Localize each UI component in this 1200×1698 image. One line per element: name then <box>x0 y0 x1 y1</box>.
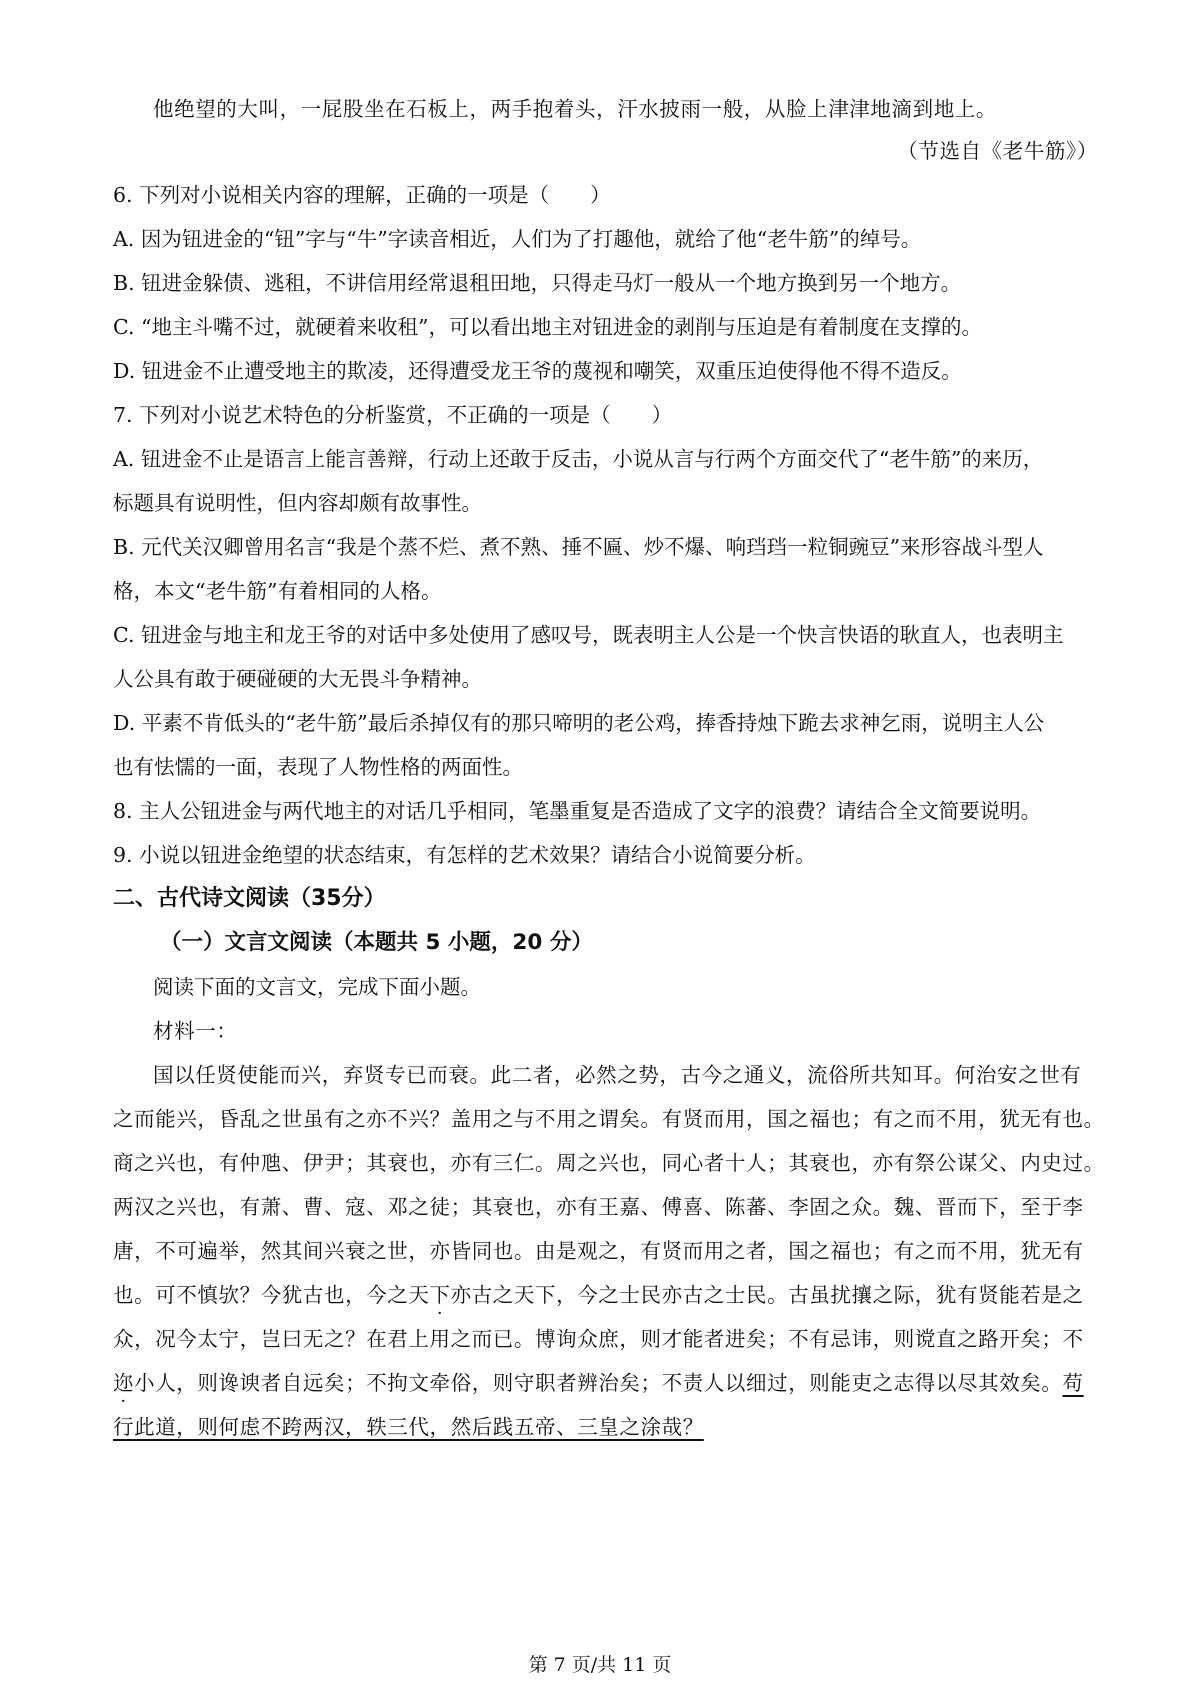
underlined-sentence: 行此道，则何虑不跨两汉，轶三代，然后践五帝、三皇之涂哉？ <box>113 1415 704 1439</box>
classical-text-line-6 <box>113 1280 1098 1310</box>
classical-text-line-3: 商之兴也，有仲虺、伊尹；其衰也，亦有三仁。周之兴也，同心者十人；其衰也，亦有祭公谋父、内史过。 <box>113 1151 1105 1175</box>
underlined-sentence-start: 苟 <box>1062 1371 1084 1395</box>
text-segment: 亦古之天下，今之士民亦古之士民。古虽扰攘之际，犹有贤能若是之 <box>450 1283 1084 1307</box>
reading-instruction: 阅读下面的文言文，完成下面小题。 <box>153 975 481 999</box>
classical-text-line-4: 两汉之兴也，有萧、曹、寇、邓之徒；其衰也，亦有王嘉、傅喜、陈蕃、李固之众。魏、晋而下，至于李 <box>113 1195 1084 1219</box>
question-7-option-c-line1: C. 钮进金与地主和龙王爷的对话中多处使用了感叹号，既表明主人公是一个快言快语的耿直人，也表明主 <box>113 623 1064 647</box>
classical-text-line-8 <box>113 1368 1098 1398</box>
question-7-stem: 7. 下列对小说艺术特色的分析鉴赏，不正确的一项是（ ） <box>113 403 673 427</box>
question-6-option-a: A. 因为钮进金的“钮”字与“牛”字读音相近，人们为了打趣他，就给了他“老牛筋”的绰号。 <box>113 227 922 251</box>
question-6-option-b: B. 钮进金躲债、逃租，不讲信用经常退租田地，只得走马灯一般从一个地方换到另一个地方。 <box>113 271 962 295</box>
classical-text-line-5: 唐，不可遍举，然其间兴衰之世，亦皆同也。由是观之，有贤而用之者，国之福也；有之而不用，犹无有 <box>113 1239 1084 1263</box>
dotted-character: 迩 <box>113 1371 135 1395</box>
material-label: 材料一： <box>153 1019 238 1043</box>
page-number-footer: 第 7 页/共 11 页 <box>528 1654 672 1676</box>
question-7-option-d-line2: 也有怯懦的一面，表现了人物性格的两面性。 <box>113 755 523 779</box>
question-8: 8. 主人公钮进金与两代地主的对话几乎相同，笔墨重复是否造成了文字的浪费？请结合全文简要说明。 <box>113 799 1042 823</box>
passage-last-line: 他绝望的大叫，一屁股坐在石板上，两手抱着头，汗水披雨一般，从脸上津津地滴到地上。 <box>153 97 997 121</box>
question-7-option-b-line2: 格，本文“老牛筋”有着相同的人格。 <box>113 579 442 603</box>
passage-source: （节选自《老牛筋》） <box>897 139 1098 163</box>
text-segment: 也。可不慎欤？今犹古也，今之天 <box>113 1283 430 1307</box>
question-7-option-c-line2: 人公具有敢于硬碰硬的大无畏斗争精神。 <box>113 667 482 691</box>
question-7-option-a-line2: 标题具有说明性，但内容却颇有故事性。 <box>113 491 482 515</box>
subsection-1-title: （一）文言文阅读（本题共 5 小题，20 分） <box>160 930 593 955</box>
classical-text-line-9 <box>113 1412 1098 1442</box>
question-7-option-d-line1: D. 平素不肯低头的“老牛筋”最后杀掉仅有的那只啼明的老公鸡，捧香持烛下跪去求神乞雨，说明主人公 <box>113 711 1045 735</box>
question-6-stem: 6. 下列对小说相关内容的理解，正确的一项是（ ） <box>113 183 611 207</box>
dotted-character: 下 <box>429 1283 451 1307</box>
classical-text-line-2: 之而能兴，昏乱之世虽有之亦不兴？盖用之与不用之谓矣。有贤而用，国之福也；有之而不用，犹无有也。 <box>113 1107 1105 1131</box>
question-6-option-c: C. “地主斗嘴不过，就硬着来收租”，可以看出地主对钮进金的剥削与压迫是有着制度在支撑的。 <box>113 315 982 339</box>
section-2-title: 二、古代诗文阅读（35分） <box>113 886 386 911</box>
question-9: 9. 小说以钮进金绝望的状态结束，有怎样的艺术效果？请结合小说简要分析。 <box>113 843 816 867</box>
classical-text-line-7: 众，况今太宁，岂曰无之？在君上用之而已。博询众庶，则才能者进矣；不有忌讳，则谠直之路开矣；不 <box>113 1327 1084 1351</box>
question-7-option-a-line1: A. 钮进金不止是语言上能言善辩，行动上还敢于反击，小说从言与行两个方面交代了“老牛筋”的来历， <box>113 447 1044 471</box>
text-segment: 小人，则谗谀者自远矣；不拘文牵俗，则守职者辨治矣；不责人以细过，则能吏之志得以尽其效矣。 <box>134 1371 1063 1395</box>
question-7-option-b-line1: B. 元代关汉卿曾用名言“我是个蒸不烂、煮不熟、捶不匾、炒不爆、响珰珰一粒铜豌豆”来形容战斗型人 <box>113 535 1044 559</box>
classical-text-line-1: 国以任贤使能而兴，弃贤专已而衰。此二者，必然之势，古今之通义，流俗所共知耳。何治安之世有 <box>153 1063 1082 1087</box>
question-6-option-d: D. 钮进金不止遭受地主的欺凌，还得遭受龙王爷的蔑视和嘲笑，双重压迫使得他不得不造反。 <box>113 359 962 383</box>
